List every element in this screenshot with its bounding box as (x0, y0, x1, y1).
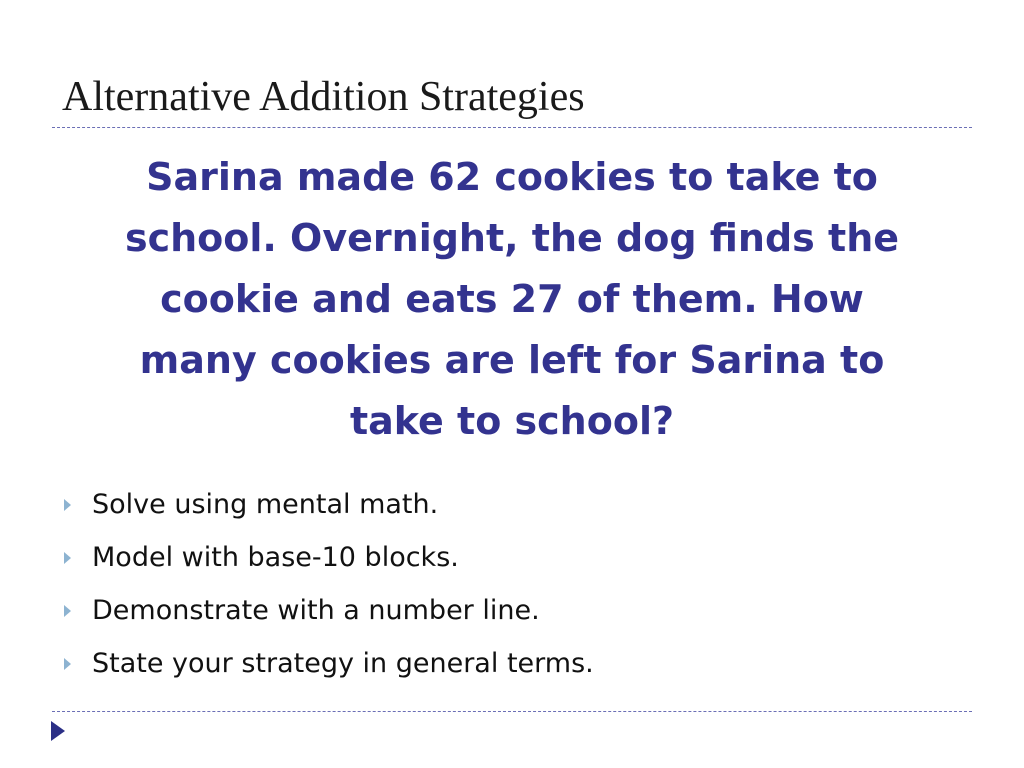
word-problem-line: school. Overnight, the dog finds the (124, 216, 900, 260)
strategy-list (62, 478, 594, 690)
triangle-right-icon (64, 658, 71, 670)
word-problem-line: Sarina made 62 cookies to take to (146, 155, 878, 199)
footer-divider (52, 711, 972, 712)
slide-title: Alternative Addition Strategies (62, 74, 585, 120)
list-item (62, 531, 594, 584)
word-problem (70, 147, 954, 452)
play-arrow-icon[interactable] (51, 721, 65, 741)
list-item-text: State your strategy in general terms. (92, 648, 594, 679)
word-problem-line: take to school? (349, 399, 675, 443)
triangle-right-icon (64, 605, 71, 617)
list-item-text: Model with base-10 blocks. (92, 542, 459, 573)
title-divider (52, 127, 972, 128)
list-item (62, 478, 594, 531)
list-item-text: Solve using mental math. (92, 489, 439, 520)
triangle-right-icon (64, 499, 71, 511)
list-item (62, 584, 594, 637)
word-problem-line: many cookies are left for Sarina to (139, 338, 885, 382)
word-problem-line: cookie and eats 27 of them. How (160, 277, 864, 321)
list-item-text: Demonstrate with a number line. (92, 595, 540, 626)
list-item (62, 637, 594, 690)
triangle-right-icon (64, 552, 71, 564)
